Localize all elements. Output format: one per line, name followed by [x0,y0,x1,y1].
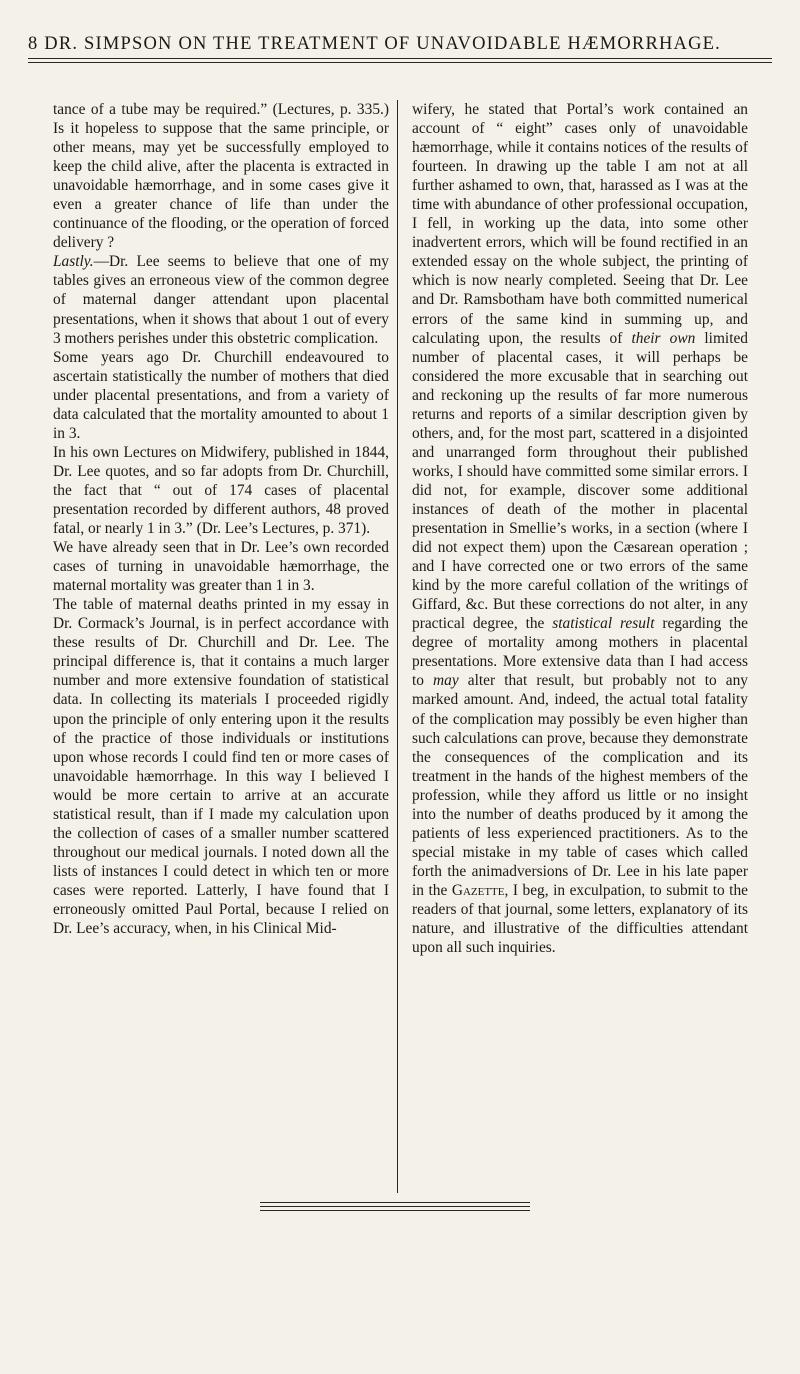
header-rule-1 [28,58,772,59]
right-column [412,100,748,957]
paragraph-2-text: —Dr. Lee seems to believe that one of my tables gives an erroneous view of the common degree of maternal danger attendant upon placental presentations, when it shows that about 1 out of every 3 mothers perishes under this obstetric complication. [53,253,389,347]
paragraph-1: tance of a tube may be required.” (Lectures, p. 335.) Is it hopeless to suppose that the same principle, or other means, may yet be successfully employed to keep the child alive, after the placenta is extracted in unavoidable hæmorrhage, and in some cases give it even a greater chance of life than under the continuance of the flooding, or the operation of forced delivery ? [53,101,389,252]
paragraph-6: The table of maternal deaths printed in my essay in Dr. Cormack’s Journal, is in perfect accordance with these results of Dr. Churchill and Dr. Lee. The principal difference is, that it contains a much larger number and more extensive foundation of statistical data. In collecting its materials I proceeded rigidly upon the principle of only entering upon it the results of the practice of those individuals or institutions upon whose records I could find ten or more cases of unavoidable hæmorrhage. In this way I believed I would be more certain to arrive at an accurate statistical result, than if I made my calculation upon the collection of cases of a smaller number scattered throughout our medical journals. I noted down all the lists of instances I could detect in which ten or more cases were reported. Latterly, I have found that I erroneously omitted Paul Portal, because I relied on Dr. Lee’s accuracy, when, in his Clinical Mid- [53,596,389,938]
closing-rule-2 [260,1206,530,1207]
paragraph-5: We have already seen that in Dr. Lee’s own recorded cases of turning in unavoidable hæmorrhage, the maternal mortality was greater than 1 in 3. [53,539,389,595]
text-run-4: alter that result, but probably not to any marked amount. And, indeed, the actual total fatality of the complication may possibly be even higher than such calculations can prove, because they demonstrate the consequences of the complication and its treatment in the hands of the highest members of the profession, while they afford us little or no insight into the number of deaths produced by it among the patients of less experienced practitioners. As to the special mistake in my table of cases which called forth the animadversions of Dr. Lee in his late paper in the [412,672,748,899]
paragraph-4: In his own Lectures on Midwifery, published in 1844, Dr. Lee quotes, and so far adopts from Dr. Churchill, the fact that “ out of 174 cases of placental presentation recorded by different authors, 48 proved fatal, or nearly 1 in 3.” (Dr. Lee’s Lectures, p. 371). [53,443,389,538]
italic-their-own: their own [631,329,696,347]
text-run-5: , I beg, in exculpation, to submit to the readers of that journal, some letters, explanatory of its nature, and illustrative of the difficulties attendant upon all such inquiries. [412,881,748,957]
text-run-3: regarding the degree of mortality among mothers in placental presentations. More extensive data than I had access to [412,615,748,690]
italic-statistical-result: statistical result [552,615,655,633]
header-rule-2 [28,62,772,63]
text-run-2: limited number of placental cases, it will perhaps be considered the more excusable that in searching out and reckoning up the results of far more numerous returns and reports of a similar description given by others, and, for the most part, scattered in a disjointed and unarranged form throughout their published works, I should have committed some similar errors. I did not, for example, discover some additional instances of death of the mother in placental presentation in Smellie’s works, in a section (where I did not expect them) upon the Cæsarean operation ; and I have corrected one or two errors of the same kind by the more careful collation of the writings of Giffard, &c. But these corrections do not alter, in any practical degree, the [412,329,749,633]
paragraph-2 [53,252,389,347]
running-header: 8 DR. SIMPSON ON THE TREATMENT OF UNAVOIDABLE HÆMORRHAGE. [28,34,722,54]
lastly-lead: Lastly. [53,253,94,271]
paragraph-7 [412,100,748,957]
gazette-smallcaps: Gazette [451,881,505,899]
column-divider [397,100,398,1193]
paragraph-3: Some years ago Dr. Churchill endeavoured to ascertain statistically the number of mothers that died under placental presentations, and from a variety of data calculated that the mortality amounted to about 1 in 3. [53,348,389,442]
closing-rule-3 [260,1210,530,1211]
text-run-1: wifery, he stated that Portal’s work contained an account of “ eight” cases only of unavoidable hæmorrhage, while it contains notices of the results of fourteen. In drawing up the table I am not at all further ashamed to own, that, harassed as I was at the time with abundance of other professional occupation, I fell, in working up the data, into some other inadvertent errors, which will be found rectified in an extended essay on the whole subject, the printing of which is now nearly completed. Seeing that Dr. Lee and Dr. Ramsbotham have both committed numerical errors of the same kind in summing up, and calculating upon, the results of [412,101,748,347]
closing-rule-1 [260,1202,530,1203]
left-column [53,100,389,938]
italic-may: may [433,672,459,690]
